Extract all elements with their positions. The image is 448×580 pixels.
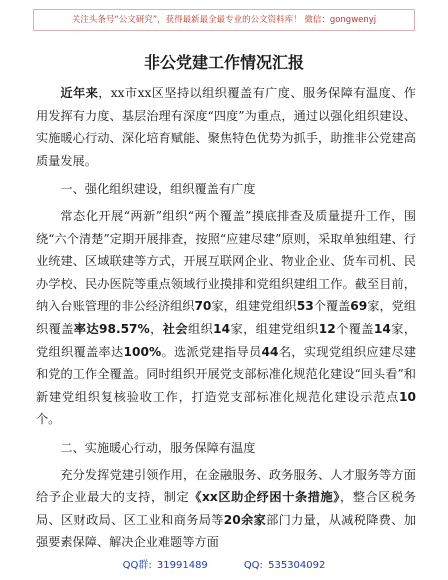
s1-text: 家，党组织覆盖 <box>36 299 417 336</box>
section1-paragraph <box>36 205 416 431</box>
s1-rate: 100% <box>123 344 162 359</box>
s2-text: ，整合区税务局、区财政局、区工业和商务局等 <box>36 490 417 527</box>
s1-text: 家，组建党组织 <box>211 299 297 314</box>
s1-text: ， <box>149 321 163 336</box>
s1-social: 社会 <box>162 321 188 336</box>
s1-text: 名，实现党组织应建尽建和党的工作全覆盖。同时组织开展党支部标准化规范化建设“回头看”和新建党组织复核验收工作，打造党支部标准化规范化建设示范点 <box>36 344 417 404</box>
s1-text: 个覆盖 <box>313 299 351 314</box>
page-title: 非公党建工作情况汇报 <box>143 53 304 72</box>
s2-num: 20余家 <box>223 512 267 527</box>
footer-contact <box>0 556 448 571</box>
promo-banner: 关注头条号“公文研究”，获得最新最全最专业的公文资料库！ 微信：gongwenyj <box>33 9 415 31</box>
section2-heading: 二、实施暖心行动，服务保障有温度 <box>60 440 256 455</box>
s1-rate: 率达98.57% <box>73 321 150 336</box>
s1-text: 。选派党建指导员 <box>161 344 262 359</box>
s1-text: 个。 <box>36 412 61 427</box>
footer-qq-group: QQ群: 31991489 <box>122 560 208 571</box>
section2-paragraph <box>36 464 416 554</box>
s1-text: 个覆盖 <box>335 321 374 336</box>
s1-num: 70 <box>194 299 212 314</box>
s1-num: 10 <box>399 389 416 404</box>
document-body <box>36 82 416 554</box>
s2-text: 部门力量，从减税降费、加强要素保障、解决企业难题等方面 <box>36 512 416 550</box>
s1-text: 家，组建党组织 <box>230 321 319 336</box>
s1-num: 44 <box>261 344 279 359</box>
s1-num: 14 <box>373 321 391 336</box>
footer-qq: QQ: 535304092 <box>243 560 326 571</box>
s1-num: 69 <box>350 299 368 314</box>
s2-text: 充分发挥党建引领作用，在金融服务、政务服务、人才服务等方面给予企业最大的支持，制定 <box>36 467 416 505</box>
section1-heading: 一、强化组织建设，组织覆盖有广度 <box>60 182 256 197</box>
intro-paragraph <box>36 82 416 172</box>
s1-text: 家，党组织覆盖率达 <box>36 321 417 359</box>
intro-lead: 近年来 <box>60 86 99 100</box>
s1-text: 组织 <box>187 321 214 336</box>
intro-text: ，xx市xx区坚持以组织覆盖有广度、服务保障有温度、作用发挥有力度、基层治理有深度“四度”为重点，通过以强化组织建设、实施暖心行动、深化培育赋能、聚焦特色优势为抓手，助推非公党建高质量发展。 <box>36 86 416 168</box>
s1-num: 12 <box>318 321 336 336</box>
s1-text: 常态化开展“两新”组织“两个覆盖”摸底排查及质量提升工作，围绕“六个清楚”定期开展排查，按照“应建尽建”原则，采取单独组建、行业统建、区域联建等方式，开展互联网企业、物业企业、货车司机、民办学校、民办医院等重点领域行业摸排和党组织建组工作。截至目前，纳入台账管理的非公经济组织 <box>36 208 416 314</box>
s2-doc-title: 《xx区助企纾困十条措施》 <box>189 490 340 505</box>
s1-num: 14 <box>213 321 231 336</box>
s1-num: 53 <box>296 299 314 314</box>
